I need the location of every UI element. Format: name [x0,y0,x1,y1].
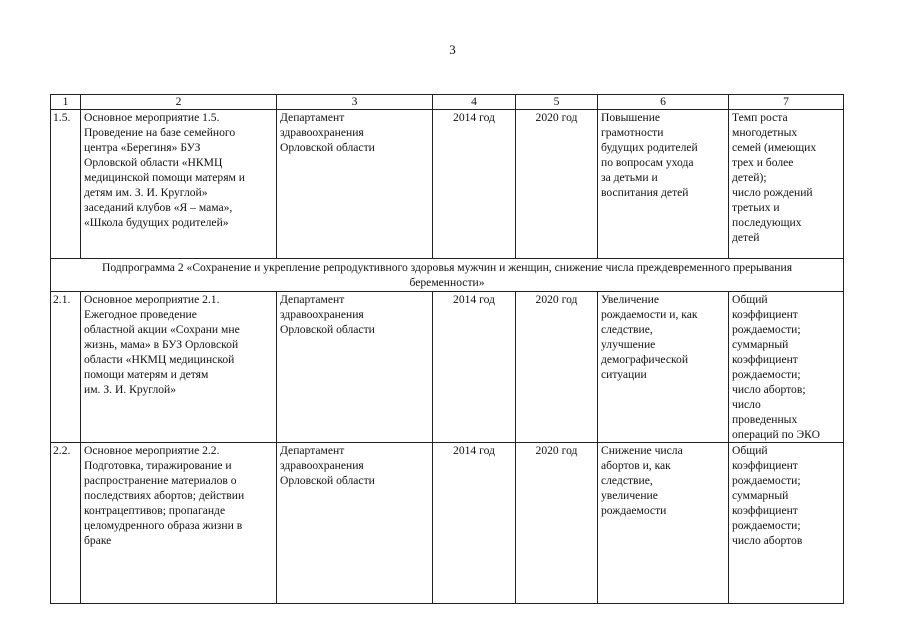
table-row [51,292,844,443]
text-line: рождаемости; [732,323,801,336]
text-line: Орловской области [280,474,375,487]
measure-cell [81,110,277,259]
text-line: Основное мероприятие 1.5. [84,111,220,124]
indicator-cell [729,292,844,443]
text-line: будущих родителей [601,141,698,154]
text-line: Орловской области [280,141,375,154]
end-year-cell: 2020 год [516,292,598,443]
text-line: увеличение [601,489,658,502]
text-line: Департамент [280,111,345,124]
table-row [51,443,844,604]
measure-cell [81,292,277,443]
text-line: Увеличение [601,293,659,306]
result-cell [598,292,729,443]
text-line: областной акции «Сохрани мне [84,323,240,336]
text-line: жизнь, мама» в БУЗ Орловской [84,338,239,351]
text-line: им. З. И. Круглой» [84,383,177,396]
text-line: по вопросам ухода [601,156,694,169]
header-cell: 3 [277,95,433,110]
header-cell: 7 [729,95,844,110]
result-cell [598,443,729,604]
text-line: число [732,398,761,411]
text-line: последующих [732,216,802,229]
text-line: Общий [732,293,768,306]
text-line: коэффициент [732,504,798,517]
start-year-cell: 2014 год [433,292,516,443]
text-line: Департамент [280,293,345,306]
text-line: здравоохранения [280,459,364,472]
text-line: Основное мероприятие 2.1. [84,293,220,306]
text-line: Проведение на базе семейного [84,126,236,139]
text-line: Подготовка, тиражирование и [84,459,232,472]
text-line: заседаний клубов «Я – мама», [84,201,233,214]
end-year-cell: 2020 год [516,110,598,259]
text-line: суммарный [732,489,789,502]
text-line: здравоохранения [280,308,364,321]
measures-table [50,94,844,604]
text-line: суммарный [732,338,789,351]
subprogram-row [51,259,844,292]
text-line: распространение материалов о [84,474,237,487]
text-line: Подпрограмма 2 «Сохранение и укрепление репродуктивного здоровья мужчин и женщин, снижение числа преждевременного прерывания [101,261,793,274]
text-line: детям им. З. И. Круглой» [84,186,208,199]
text-line: семей (имеющих [732,141,817,154]
text-line: Темп роста [732,111,788,124]
text-line: демографической [601,353,689,366]
header-cell: 5 [516,95,598,110]
row-number: 2.2. [51,443,81,604]
text-line: абортов и, как [601,459,671,472]
start-year-cell: 2014 год [433,443,516,604]
measure-cell [81,443,277,604]
header-cell: 4 [433,95,516,110]
header-cell: 6 [598,95,729,110]
text-line: число абортов; [732,383,806,396]
text-line: здравоохранения [280,126,364,139]
subprogram-title [51,259,844,292]
text-line: Ежегодное проведение [84,308,197,321]
text-line: за детьми и [601,171,658,184]
executor-cell [277,292,433,443]
text-line: целомудренного образа жизни в [84,519,243,532]
text-line: Общий [732,444,768,457]
text-line: рождаемости [601,504,667,517]
text-line: рождаемости и, как [601,308,698,321]
text-line: третьих и [732,201,780,214]
text-line: беременности» [409,276,485,289]
row-number: 2.1. [51,292,81,443]
text-line: рождаемости; [732,519,801,532]
text-line: рождаемости; [732,474,801,487]
header-cell: 2 [81,95,277,110]
text-line: грамотности [601,126,664,139]
text-line: браке [84,534,112,547]
page-number: 3 [449,42,456,57]
text-line: медицинской помощи матерям и [84,171,245,184]
text-line: области «НКМЦ медицинской [84,353,235,366]
text-line: Снижение числа [601,444,683,457]
text-line: следствие, [601,474,653,487]
text-line: Орловской области «НКМЦ [84,156,223,169]
text-line: операций по ЭКО [732,428,820,441]
text-line: улучшение [601,338,656,351]
result-cell [598,110,729,259]
text-line: коэффициент [732,459,798,472]
text-line: следствие, [601,323,653,336]
text-line: Основное мероприятие 2.2. [84,444,220,457]
row-number: 1.5. [51,110,81,259]
indicator-cell [729,443,844,604]
end-year-cell: 2020 год [516,443,598,604]
header-row [51,95,844,110]
text-line: детей [732,231,760,244]
text-line: Повышение [601,111,661,124]
start-year-cell: 2014 год [433,110,516,259]
text-line: ситуации [601,368,647,381]
indicator-cell [729,110,844,259]
text-line: число рождений [732,186,813,199]
text-line: Департамент [280,444,345,457]
text-line: контрацептивов; пропаганде [84,504,226,517]
table-row [51,110,844,259]
text-line: «Школа будущих родителей» [84,216,229,229]
text-line: последствиях абортов; действии [84,489,245,502]
text-line: детей); [732,171,767,184]
header-cell: 1 [51,95,81,110]
text-line: помощи матерям и детям [84,368,209,381]
text-line: Орловской области [280,323,375,336]
text-line: рождаемости; [732,368,801,381]
text-line: центра «Берегиня» БУЗ [84,141,201,154]
text-line: число абортов [732,534,803,547]
text-line: коэффициент [732,353,798,366]
text-line: проведенных [732,413,798,426]
text-line: коэффициент [732,308,798,321]
text-line: воспитания детей [601,186,689,199]
text-line: многодетных [732,126,798,139]
executor-cell [277,443,433,604]
executor-cell [277,110,433,259]
text-line: трех и более [732,156,794,169]
